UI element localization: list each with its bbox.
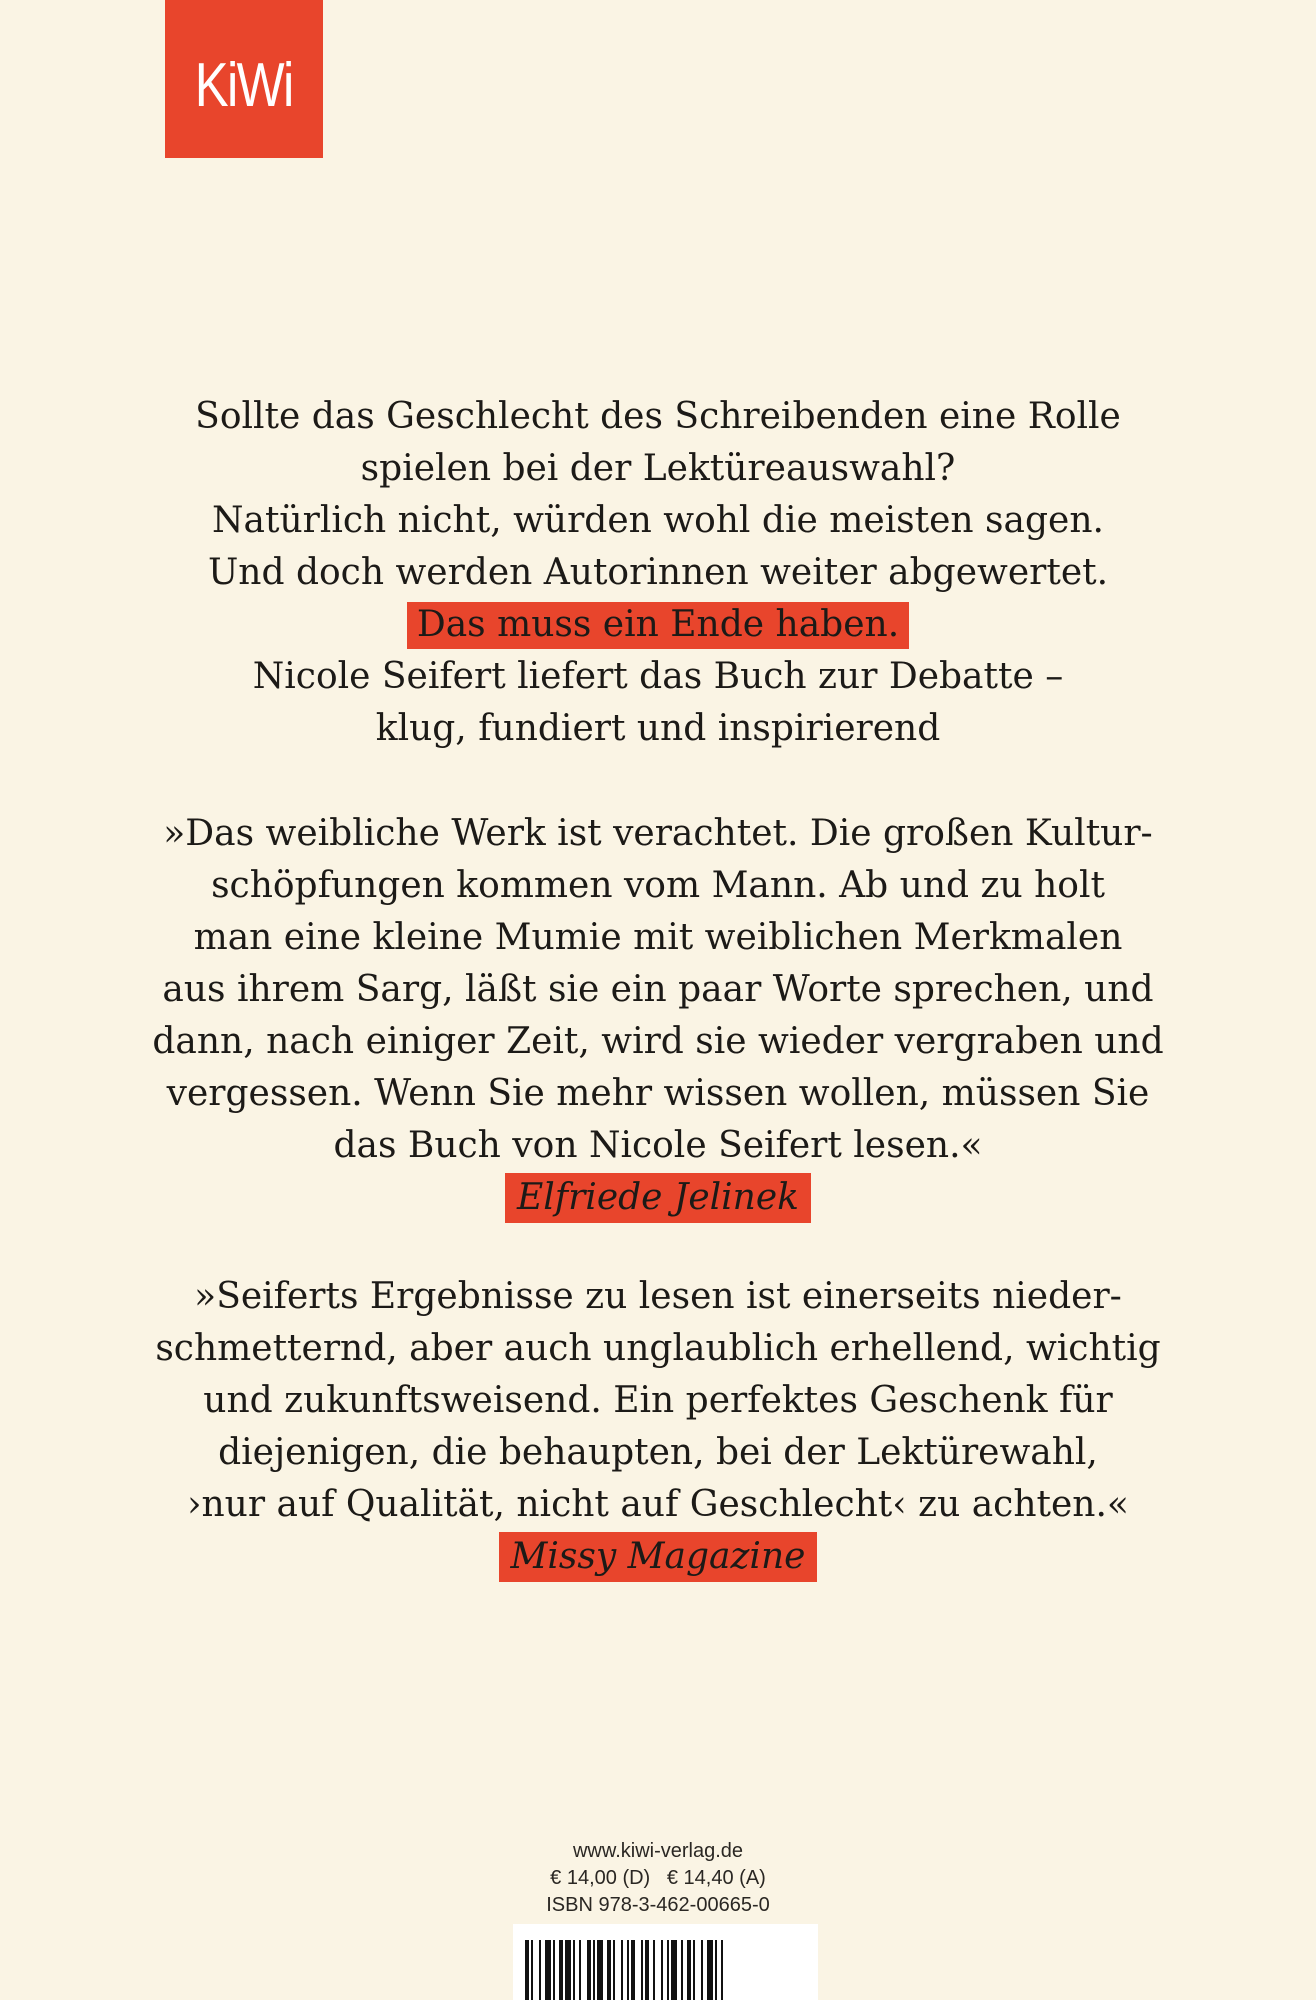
barcode-bar xyxy=(687,1940,691,2000)
barcode-bar xyxy=(597,1940,603,2000)
barcode-bar xyxy=(693,1940,695,2000)
price: € 14,00 (D) € 14,40 (A) xyxy=(550,1867,766,1889)
blurb-line: Sollte das Geschlecht des Schreibenden eine Rolle xyxy=(195,396,1121,437)
quote-line: und zukunftsweisend. Ein perfektes Geschenk für xyxy=(203,1380,1113,1421)
barcode-bar xyxy=(613,1940,615,2000)
barcode-bar xyxy=(627,1940,629,2000)
logo-text: KiWi xyxy=(195,50,293,120)
blurb-highlight-line xyxy=(100,599,1216,651)
barcode-bar xyxy=(525,1940,529,2000)
barcode-bar xyxy=(553,1940,555,2000)
barcode-bar xyxy=(721,1940,723,2000)
barcode-bar xyxy=(671,1940,677,2000)
barcode-bar xyxy=(645,1940,649,2000)
barcode-bar xyxy=(607,1940,611,2000)
barcode-bar xyxy=(715,1940,717,2000)
kiwi-logo xyxy=(165,0,323,158)
barcode-bar xyxy=(661,1940,663,2000)
barcode-bar xyxy=(579,1940,581,2000)
quote-attribution-line xyxy=(100,1172,1216,1224)
quote-line: ›nur auf Qualität, nicht auf Geschlecht‹ zu achten.« xyxy=(187,1484,1129,1525)
barcode-bar xyxy=(631,1940,635,2000)
quote-line: man eine kleine Mumie mit weiblichen Merkmalen xyxy=(193,917,1123,958)
barcode-bar xyxy=(701,1940,703,2000)
barcode-bar xyxy=(621,1940,623,2000)
barcode-bar xyxy=(587,1940,591,2000)
quote-line: dann, nach einiger Zeit, wird sie wieder vergraben und xyxy=(152,1021,1164,1062)
barcode xyxy=(513,1924,818,2000)
barcode-bar xyxy=(539,1940,541,2000)
quote-line: vergessen. Wenn Sie mehr wissen wollen, müssen Sie xyxy=(166,1073,1150,1114)
quote-line: diejenigen, die behaupten, bei der Lektürewahl, xyxy=(218,1432,1098,1473)
quote-line: schmetternd, aber auch unglaublich erhellend, wichtig xyxy=(155,1328,1161,1369)
quote-line: das Buch von Nicole Seifert lesen.« xyxy=(333,1125,983,1166)
barcode-bar xyxy=(681,1940,683,2000)
barcode-bar xyxy=(593,1940,595,2000)
quote-missy xyxy=(100,1271,1216,1583)
blurb-line: klug, fundiert und inspirierend xyxy=(375,708,941,749)
barcode-bar xyxy=(707,1940,713,2000)
quote-attribution: Elfriede Jelinek xyxy=(505,1173,811,1223)
barcode-bar xyxy=(653,1940,655,2000)
publisher-info xyxy=(0,1838,1316,1919)
blurb-text xyxy=(100,391,1216,755)
barcode-bar xyxy=(531,1940,533,2000)
quote-attribution: Missy Magazine xyxy=(499,1532,818,1582)
quote-line: »Seiferts Ergebnisse zu lesen ist einerseits nieder- xyxy=(194,1276,1122,1317)
blurb-line: Natürlich nicht, würden wohl die meisten sagen. xyxy=(212,500,1104,541)
highlighted-statement: Das muss ein Ende haben. xyxy=(407,602,909,649)
barcode-bar xyxy=(667,1940,669,2000)
barcode-icon xyxy=(525,1940,806,2000)
quote-line: schöpfungen kommen vom Mann. Ab und zu holt xyxy=(211,865,1105,906)
quote-attribution-line xyxy=(100,1531,1216,1583)
quote-line: aus ihrem Sarg, läßt sie ein paar Worte sprechen, und xyxy=(162,969,1154,1010)
blurb-line: spielen bei der Lektüreauswahl? xyxy=(360,448,956,489)
barcode-bar xyxy=(573,1940,575,2000)
isbn: ISBN 978-3-462-00665-0 xyxy=(546,1894,770,1916)
blurb-line: Und doch werden Autorinnen weiter abgewertet. xyxy=(207,552,1109,593)
quote-jelinek xyxy=(100,808,1216,1224)
barcode-bar xyxy=(545,1940,551,2000)
barcode-bar xyxy=(565,1940,571,2000)
barcode-bar xyxy=(559,1940,563,2000)
quote-line: »Das weibliche Werk ist verachtet. Die großen Kultur- xyxy=(163,813,1153,854)
blurb-line: Nicole Seifert liefert das Buch zur Debatte – xyxy=(252,656,1064,697)
barcode-bar xyxy=(641,1940,643,2000)
website: www.kiwi-verlag.de xyxy=(572,1840,744,1862)
